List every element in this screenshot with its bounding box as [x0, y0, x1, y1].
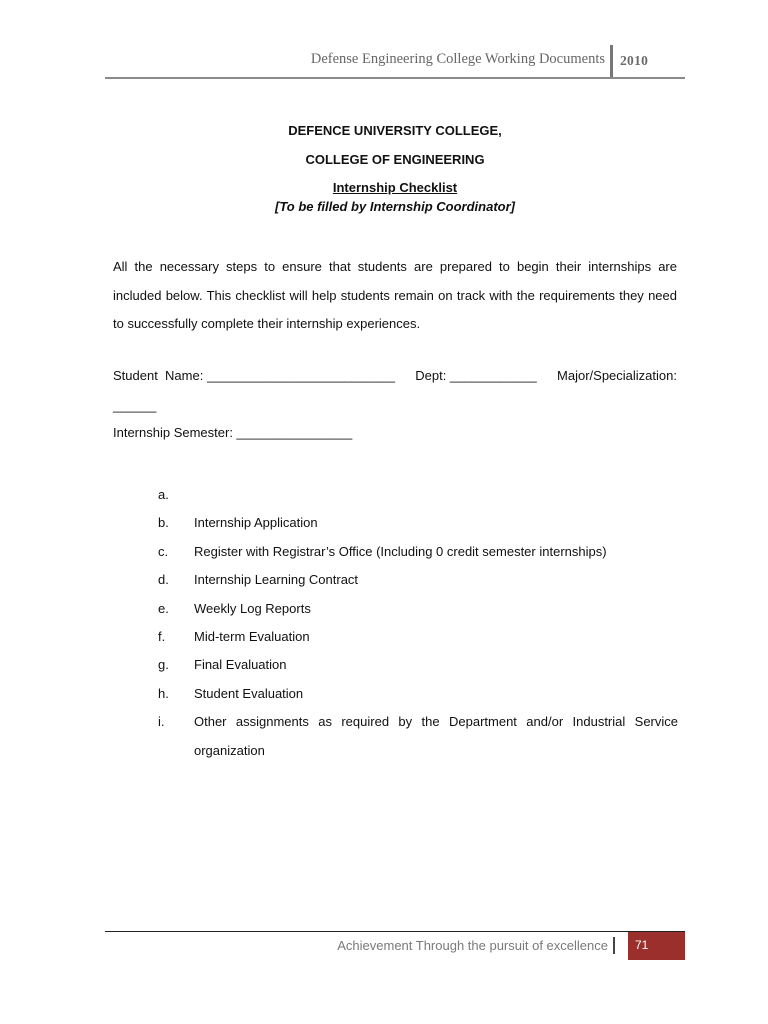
college-name: COLLEGE OF ENGINEERING: [305, 152, 485, 167]
list-item: [158, 651, 678, 679]
page-number: 71: [635, 938, 649, 952]
list-item: [158, 566, 678, 594]
list-item-text: Other assignments as required by the Department and/or Industrial Service organization: [194, 714, 678, 758]
list-item: [158, 538, 678, 566]
header-year: 2010: [620, 53, 649, 68]
footer-divider: [613, 937, 615, 954]
list-item-text: Weekly Log Reports: [194, 600, 311, 616]
list-item-text: Internship Learning Contract: [194, 572, 359, 588]
list-item: [158, 680, 678, 708]
list-marker: d.: [158, 572, 169, 588]
list-marker: e.: [158, 600, 169, 616]
header-rule: [105, 77, 685, 79]
list-item-text: Register with Registrar’s Office (Including 0 credit semester internships): [194, 543, 607, 559]
list-item-text: Student Evaluation: [194, 685, 304, 701]
list-marker: b.: [158, 515, 169, 531]
major-field-label: Major/Specialization:: [557, 368, 677, 383]
list-item: [158, 595, 678, 623]
footer-tagline: Achievement Through the pursuit of excellence: [337, 938, 608, 953]
dept-field: Dept: ____________: [415, 368, 537, 383]
major-field-blank: ______: [113, 398, 157, 413]
list-marker: a.: [158, 487, 169, 502]
page-header: [0, 0, 768, 80]
list-marker: c.: [158, 543, 169, 559]
list-item: [158, 708, 678, 765]
checklist: [158, 481, 678, 765]
student-info-line: [113, 368, 677, 383]
intro-paragraph: All the necessary steps to ensure that students are prepared to begin their internships are included below. This checklist will help students remain on track with the requirements they need to successfully complete their internship experiences.: [113, 259, 677, 331]
list-marker: h.: [158, 685, 169, 701]
header-divider: [610, 45, 613, 77]
footer-rule: [105, 931, 685, 932]
document-title: Internship Checklist: [332, 180, 458, 195]
list-item: [158, 623, 678, 651]
institution-name: DEFENCE UNIVERSITY COLLEGE,: [288, 123, 502, 138]
page-number-box: [628, 932, 685, 960]
list-marker: g.: [158, 657, 169, 673]
list-item-text: Final Evaluation: [194, 657, 287, 673]
student-name-field: Student Name: __________________________: [113, 368, 395, 383]
list-item-text: [194, 481, 678, 509]
list-item-text: Mid-term Evaluation: [194, 629, 310, 645]
list-item: [158, 509, 678, 537]
list-marker: i.: [158, 714, 165, 730]
list-marker: f.: [158, 629, 166, 645]
semester-field: Internship Semester: ________________: [113, 425, 353, 440]
document-note: [To be filled by Internship Coordinator]: [274, 199, 515, 214]
list-item: [158, 481, 678, 509]
list-item-text: Internship Application: [194, 515, 318, 531]
header-title: Defense Engineering College Working Documents: [310, 51, 605, 67]
